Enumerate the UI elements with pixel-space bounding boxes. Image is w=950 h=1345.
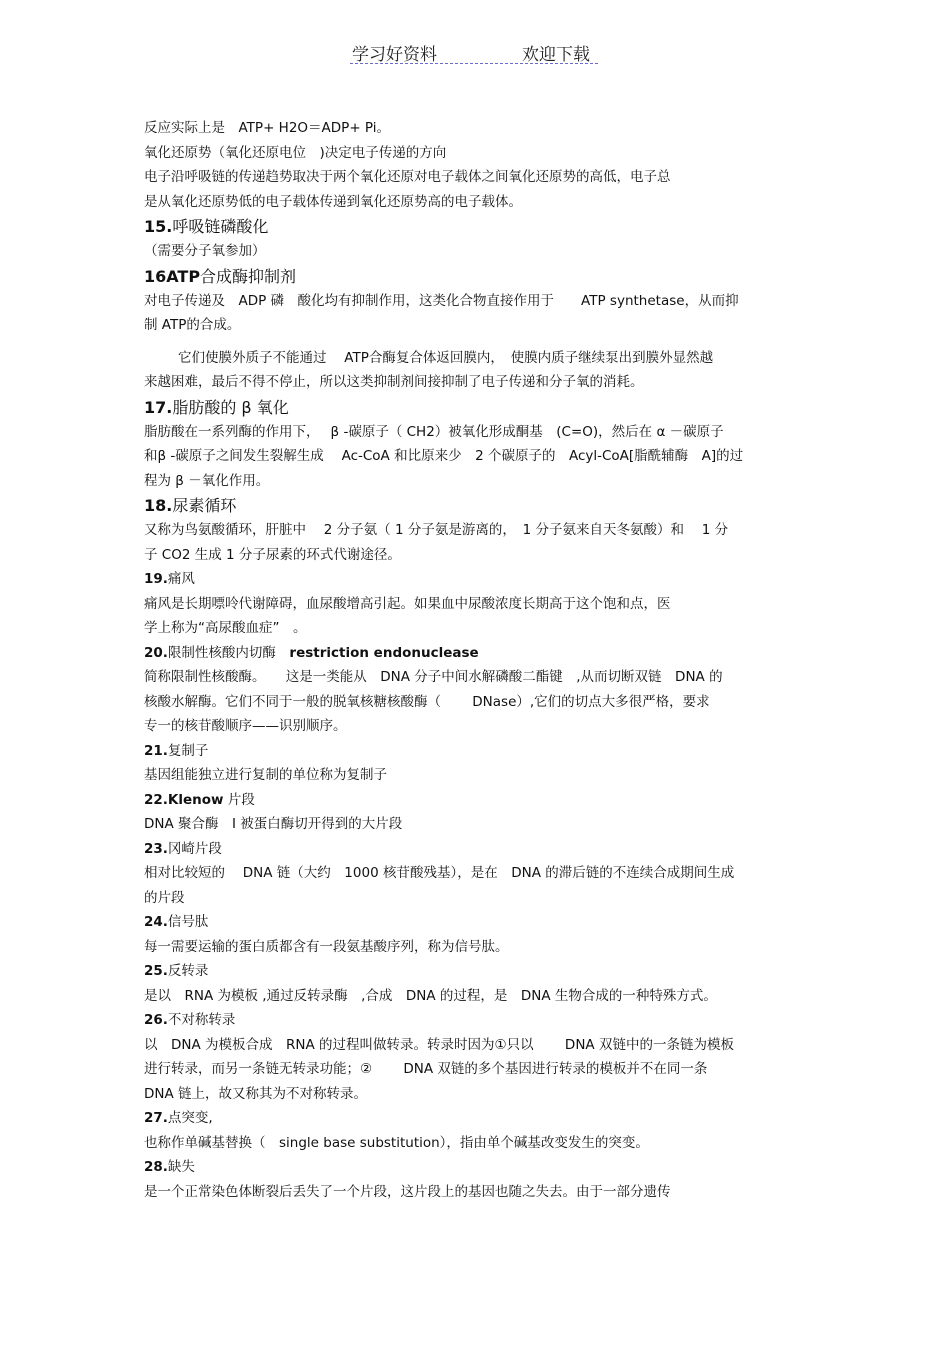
- section-heading-17: [144, 395, 814, 420]
- heading-number: 18.: [144, 496, 173, 515]
- text-line: 程为 β －氧化作用。: [144, 472, 270, 489]
- text-line: DNA 聚合酶 I 被蛋白酶切开得到的大片段: [144, 816, 403, 832]
- text-line: 相对比较短的 DNA 链（大约 1000 核苷酸残基），是在 DNA 的滞后链的不连续合成期间生成: [144, 865, 735, 881]
- text-line: 制 ATP的合成。: [144, 317, 241, 333]
- text-line: 是以 RNA 为模板 ,通过反转录酶 ,合成 DNA 的过程，是 DNA 生物合成的一种特殊方式。: [144, 987, 717, 1004]
- text-line: 和β -碳原子之间发生裂解生成 Ac-CoA 和比原来少 2 个碳原子的 Acyl-CoA[脂酰辅酶 A]的过: [144, 448, 744, 464]
- text-line: （需要分子氧参加）: [144, 243, 266, 259]
- section-heading-16: [144, 264, 814, 289]
- page-header: [0, 40, 950, 70]
- heading-number: 26.: [144, 1012, 168, 1028]
- text-line: 专一的核苷酸顺序——识别顺序。: [144, 718, 347, 734]
- text-line: 它们使膜外质子不能通过 ATP合酶复合体返回膜内， 使膜内质子继续泵出到膜外显然越: [178, 349, 714, 366]
- document-body: [144, 116, 814, 1204]
- text-line: 简称限制性核酸酶。 这是一类能从 DNA 分子中间水解磷酸二酯键 ,从而切断双链 DNA 的: [144, 669, 723, 685]
- heading-title: 尿素循环: [172, 496, 237, 515]
- heading-title: 信号肽: [167, 914, 209, 930]
- heading-number: 22.Klenow: [144, 791, 224, 808]
- header-dashed-underline: [350, 63, 598, 64]
- section-heading-24: [144, 910, 814, 935]
- heading-title: 片段: [223, 791, 255, 808]
- heading-title: 缺失: [167, 1159, 195, 1175]
- text-line: 每一需要运输的蛋白质都含有一段氨基酸序列，称为信号肽。: [144, 938, 509, 955]
- text-line: 是从氧化还原势低的电子载体传递到氧化还原势高的电子载体。: [144, 193, 522, 210]
- heading-number: 23.: [144, 840, 168, 857]
- text-line: 反应实际上是 ATP+ H2O＝ADP+ Pi。: [144, 120, 391, 136]
- section-heading-15: [144, 214, 814, 239]
- heading-number: 21.: [144, 742, 168, 759]
- text-line: 的片段: [144, 889, 185, 906]
- heading-title: 复制子: [167, 742, 209, 759]
- text-line: 学上称为“高尿酸血症” 。: [144, 620, 307, 636]
- text-line: 痛风是长期嘌呤代谢障碍，血尿酸增高引起。如果血中尿酸浓度长期高于这个饱和点，医: [144, 595, 671, 612]
- text-line: 基因组能独立进行复制的单位称为复制子: [144, 767, 387, 783]
- heading-number: 16ATP: [144, 266, 201, 286]
- text-line: 电子沿呼吸链的传递趋势取决于两个氧化还原对电子载体之间氧化还原势的高低，电子总: [144, 169, 671, 185]
- section-heading-21: [144, 739, 814, 764]
- heading-number: 28.: [144, 1159, 168, 1175]
- text-line: 是一个正常染色体断裂后丢失了一个片段，这片段上的基因也随之失去。由于一部分遗传: [144, 1183, 671, 1200]
- section-heading-27: [144, 1106, 814, 1131]
- heading-title: 冈崎片段: [167, 840, 222, 857]
- section-heading-20: [144, 641, 814, 666]
- heading-number: 15.: [144, 217, 173, 236]
- text-line: 以 DNA 为模板合成 RNA 的过程叫做转录。转录时因为①只以 DNA 双链中的一条链为模板: [144, 1036, 734, 1053]
- text-line: 子 CO2 生成 1 分子尿素的环式代谢途径。: [144, 546, 401, 563]
- heading-number: 24.: [144, 914, 168, 930]
- heading-title: 痛风: [167, 571, 195, 587]
- text-line: 也称作单碱基替换（ single base substitution），指由单个碱基改变发生的突变。: [144, 1134, 649, 1151]
- heading-title: 反转录: [167, 963, 209, 979]
- section-heading-18: [144, 493, 814, 518]
- text-line: 核酸水解酶。它们不同于一般的脱氧核糖核酸酶（ DNase）,它们的切点大多很严格，要求: [144, 693, 710, 710]
- heading-number: 20.: [144, 644, 168, 661]
- section-heading-22: [144, 788, 814, 813]
- section-heading-28: [144, 1155, 814, 1180]
- text-line: 对电子传递及 ADP 磷 酸化均有抑制作用，这类化合物直接作用于 ATP synthetase，从而抑: [144, 292, 739, 309]
- section-heading-19: [144, 567, 814, 592]
- heading-title: 点突变,: [167, 1110, 213, 1126]
- section-heading-25: [144, 959, 814, 984]
- heading-number: 27.: [144, 1110, 168, 1126]
- section-heading-26: [144, 1008, 814, 1033]
- text-line: 来越困难，最后不得不停止，所以这类抑制剂间接抑制了电子传递和分子氧的消耗。: [144, 374, 644, 390]
- heading-title: 脂肪酸的 β 氧化: [172, 397, 289, 417]
- header-left-text: 学习好资料: [352, 45, 437, 65]
- heading-number: 17.: [144, 397, 173, 417]
- header-right-text: 欢迎下载: [522, 45, 590, 65]
- heading-english-term: restriction endonuclease: [289, 644, 479, 661]
- text-line: 脂肪酸在一系列酶的作用下， β -碳原子（ CH2）被氧化形成酮基 (C=O)，然后在 α －碳原子: [144, 423, 724, 440]
- heading-number: 25.: [144, 963, 168, 979]
- heading-title: 呼吸链磷酸化: [172, 217, 269, 236]
- text-line: 氧化还原势（氧化还原电位 )决定电子传递的方向: [144, 144, 447, 161]
- heading-number: 19.: [144, 571, 168, 587]
- text-line: DNA 链上，故又称其为不对称转录。: [144, 1085, 368, 1102]
- heading-title: 不对称转录: [167, 1012, 236, 1028]
- section-heading-23: [144, 837, 814, 862]
- heading-title: 限制性核酸内切酶: [167, 644, 290, 661]
- text-line: 进行转录，而另一条链无转录功能；② DNA 双链的多个基因进行转录的模板并不在同一条: [144, 1061, 708, 1077]
- text-line: 又称为鸟氨酸循环，肝脏中 2 分子氨（ 1 分子氨是游离的， 1 分子氨来自天冬氨酸）和 1 分: [144, 522, 729, 538]
- heading-title: 合成酶抑制剂: [200, 266, 297, 286]
